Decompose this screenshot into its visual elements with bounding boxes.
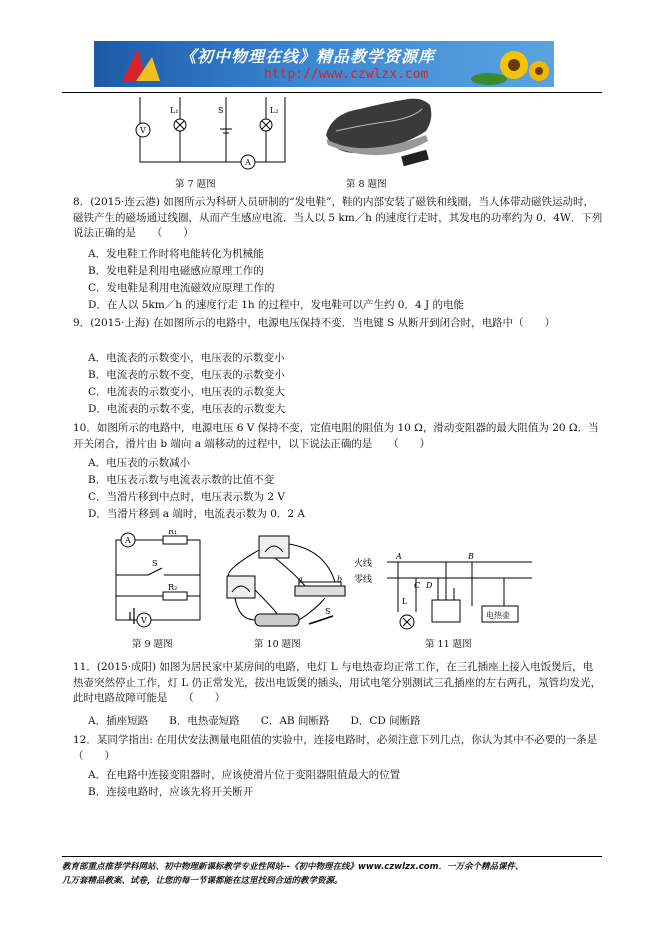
- question-number: 8．: [73, 196, 91, 208]
- q10-option-a: A．电压表的示数减小: [88, 457, 191, 469]
- q9-option-a: A．电流表的示数变小，电压表的示数变小: [88, 352, 285, 364]
- fig11-C-label: C: [414, 581, 421, 590]
- fig9-s-label: S: [152, 559, 158, 568]
- fig11-caption: 第 11 题图: [425, 639, 472, 650]
- footer-line-2: 几万套精品教案、试卷，让您的每一节课都能在这里找到合适的教学资源。: [62, 876, 343, 886]
- question-11: [73, 660, 603, 707]
- fig10-s-label: S: [325, 607, 331, 616]
- fig11-B-label: B: [468, 552, 474, 561]
- fig11-kettle-label: 电热壶: [486, 611, 510, 620]
- switch-icon: [309, 616, 333, 624]
- fig7-s-label: S: [218, 106, 224, 115]
- fig10-caption: 第 10 题图: [254, 639, 301, 650]
- question-8: [73, 195, 603, 242]
- q8-option-d: D．在人以 5km／h 的速度行走 1h 的过程中，发电鞋可以产生约 0．4 J 的电能: [88, 299, 465, 311]
- question-text: (2015·连云港) 如图所示为科研人员研制的“发电鞋”，鞋的内部安装了磁铁和线圈，当人体带动磁铁运动时，磁铁产生的磁场通过线圈，从而产生感应电流．当人以 5 km／h 的速度行走时，其发电的功率约为 0．4W．下列说法正确的是 （ ）: [73, 196, 603, 239]
- question-number: 12．: [73, 734, 97, 746]
- q10-option-c: C．当滑片移到中点时，电压表示数为 2 V: [88, 491, 285, 503]
- rheostat-icon: [295, 586, 345, 596]
- question-text: (2015·上海) 在如图所示的电路中，电源电压保持不变．当电键 S 从断开到闭合时，电路中（ ）: [90, 317, 556, 329]
- figure-10-apparatus: [215, 530, 350, 634]
- q9-option-c: C．电流表的示数变小，电压表的示数变大: [88, 386, 286, 398]
- q9-option-b: B．电流表的示数不变，电压表的示数变小: [88, 369, 285, 381]
- footer: [62, 860, 607, 888]
- fig11-L-label: L: [402, 597, 408, 606]
- question-10: [73, 421, 603, 452]
- fig8-caption: 第 8 题图: [346, 179, 387, 190]
- question-text: (2015·成阳) 如图为居民家中某房间的电路，电灯 L 与电热壶均正常工作，在三孔插座上接入电饭煲后，电热壶突然停止工作，灯 L 仍正常发光，拔出电饭煲的插头，用试电笔分别测试三孔插座的左右两孔，氖管均发光，此时电路故障可能是 （ ）: [73, 661, 602, 704]
- q11-options: A．插座短路 B．电热壶短路 C．AB 间断路 D．CD 间断路: [88, 715, 421, 727]
- q12-option-b: B．连接电路时，应该先将开关断开: [88, 786, 254, 798]
- footer-line-1: 教育部重点推荐学科网站、初中物理新课标教学专业性网站--《初中物理在线》www.czwlzx.com．一万余个精品课件、: [62, 862, 524, 872]
- voltmeter-icon: [227, 576, 255, 598]
- q8-option-b: B．发电鞋是利用电磁感应原理工作的: [88, 265, 264, 277]
- fig7-l2-label: L₂: [270, 106, 279, 115]
- fig11-D-label: D: [426, 581, 433, 590]
- question-9: [73, 316, 603, 332]
- fig9-v-label: V: [141, 616, 147, 625]
- question-number: 9．: [73, 317, 91, 329]
- fig7-v-label: V: [140, 126, 146, 135]
- question-number: 10．: [73, 422, 97, 434]
- header-banner: [94, 41, 554, 87]
- ammeter-icon: [259, 536, 289, 558]
- fig9-caption: 第 9 题图: [132, 639, 173, 650]
- question-12: [73, 733, 619, 764]
- fig9-r1-label: R₁: [168, 530, 178, 536]
- fig9-r2-label: R₂: [168, 583, 178, 592]
- figure-8-shoe: [322, 95, 437, 173]
- q9-option-d: D．电流表的示数不变，电压表的示数变大: [88, 403, 286, 415]
- question-text: 如图所示的电路中，电源电压 6 V 保持不变，定值电阻的阻值为 10 Ω，滑动变阻器的最大阻值为 20 Ω．当开关闭合，滑片由 b 端向 a 端移动的过程中，以下说法正确的是 （ ）: [73, 422, 599, 450]
- battery-icon: [255, 614, 299, 626]
- fig11-neutral-label: 零线: [354, 575, 373, 585]
- fig10-a-label: a: [298, 575, 303, 584]
- q10-option-b: B．电压表示数与电流表示数的比值不变: [88, 474, 275, 486]
- q12-option-a: A．在电路中连接变阻器时，应该使滑片位于变阻器阻值最大的位置: [88, 769, 401, 781]
- header-rule: [62, 92, 602, 93]
- figure-9-circuit: [108, 530, 208, 630]
- banner-title: 《初中物理在线》精品教学资源库: [180, 47, 436, 66]
- fig7-caption: 第 7 题图: [175, 179, 216, 190]
- fig11-A-label: A: [396, 552, 402, 561]
- generator-module-icon: [401, 150, 429, 166]
- figure-7-circuit: [130, 95, 300, 173]
- footer-rule: [62, 856, 602, 857]
- fig10-b-label: b: [337, 575, 343, 584]
- q10-option-d: D．当滑片移到 a 端时，电流表示数为 0．2 A: [88, 508, 305, 520]
- fig11-live-label: 火线: [354, 559, 373, 569]
- three-pin-socket-icon: [432, 600, 460, 622]
- q8-option-a: A．发电鞋工作时将电能转化为机械能: [88, 248, 264, 260]
- fig7-a-label: A: [245, 158, 251, 167]
- banner-url[interactable]: http://www.czwlzx.com: [264, 67, 429, 82]
- figure-11-household-circuit: [352, 552, 537, 636]
- question-text: 某同学指出: 在用伏安法测量电阻值的实验中，连接电路时，必须注意下列几点，你认为其中不必要的一条是 （ ）: [73, 734, 619, 762]
- q8-option-c: C．发电鞋是利用电流磁效应原理工作的: [88, 282, 275, 294]
- question-number: 11．: [73, 661, 97, 673]
- fig7-l1-label: L₁: [170, 106, 179, 115]
- fig9-a-label: A: [125, 536, 131, 545]
